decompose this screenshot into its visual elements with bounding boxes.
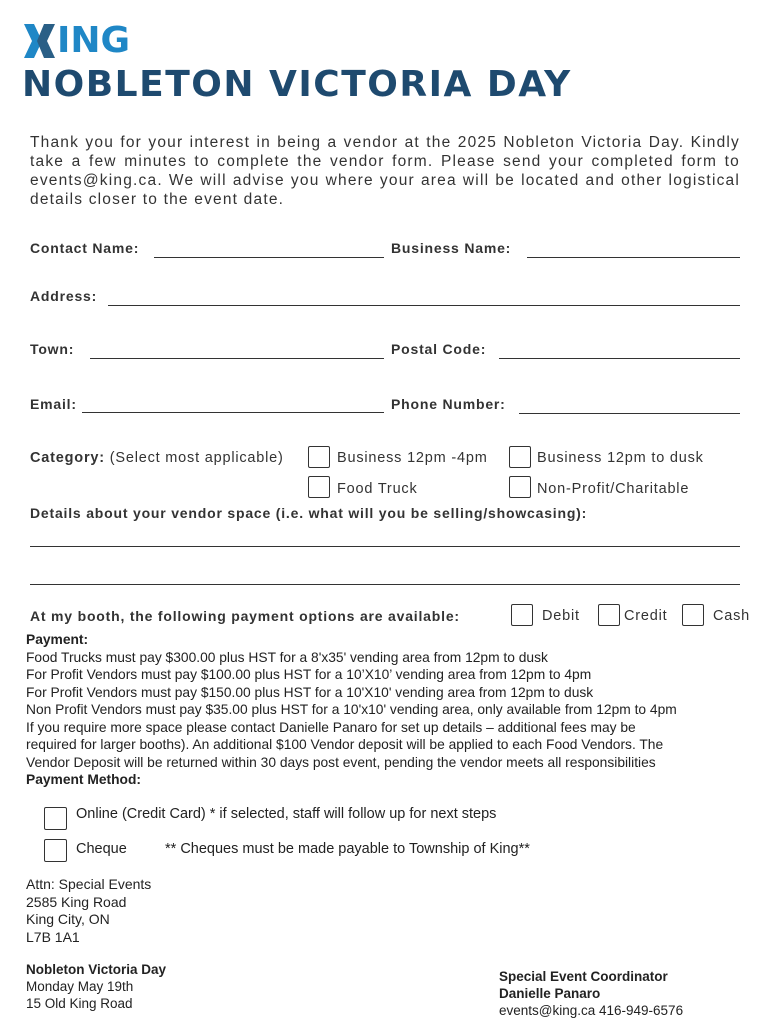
phone-number-field[interactable] xyxy=(519,413,740,414)
details-line-2[interactable] xyxy=(30,584,740,585)
option-credit: Credit xyxy=(624,608,668,624)
category-label-group xyxy=(30,450,284,466)
payment-line: required for larger booths). An additional $100 Vendor deposit will be applied to each Food Vendors. The xyxy=(26,737,664,752)
payment-line: Non Profit Vendors must pay $35.00 plus HST for a 10'x10' vending area, only available from 12pm to 4pm xyxy=(26,702,677,717)
checkbox-business-12-dusk[interactable] xyxy=(509,446,531,468)
checkbox-online[interactable] xyxy=(44,807,67,830)
intro-paragraph: Thank you for your interest in being a vendor at the 2025 Nobleton Victoria Day. Kindly take a few minutes to complete the vendor form. Please send your completed form to events@king.ca. We will advise you where your area will be located and other logistical details closer to the event date. xyxy=(30,134,740,208)
checkbox-non-profit[interactable] xyxy=(509,476,531,498)
business-name-field[interactable] xyxy=(527,257,740,258)
cheque-note: ** Cheques must be made payable to Township of King** xyxy=(165,841,530,857)
town-field[interactable] xyxy=(90,358,384,359)
checkbox-business-12-4[interactable] xyxy=(308,446,330,468)
details-line-1[interactable] xyxy=(30,546,740,547)
payment-line: For Profit Vendors must pay $150.00 plus HST for a 10'X10' vending area from 12pm to dusk xyxy=(26,684,594,700)
option-food-truck: Food Truck xyxy=(337,481,418,497)
checkbox-cash[interactable] xyxy=(682,604,704,626)
email-label: Email: xyxy=(30,396,77,412)
details-label: Details about your vendor space (i.e. what will you be selling/showcasing): xyxy=(30,505,588,521)
event-date: Monday May 19th xyxy=(26,979,134,994)
address-line: King City, ON xyxy=(26,911,110,927)
coordinator-info xyxy=(499,968,683,1019)
address-label: Address: xyxy=(30,288,98,304)
coordinator-name: Danielle Panaro xyxy=(499,986,601,1001)
payment-info xyxy=(26,631,746,789)
checkbox-cheque[interactable] xyxy=(44,839,67,862)
king-logo-x-icon xyxy=(22,22,58,60)
payment-line: Vendor Deposit will be returned within 30 days post event, pending the vendor meets all responsibilities xyxy=(26,754,656,770)
payment-method-heading: Payment Method: xyxy=(26,772,141,787)
category-label: Category: xyxy=(30,450,105,466)
option-cash: Cash xyxy=(713,608,751,624)
mailing-address xyxy=(26,876,151,946)
contact-name-label: Contact Name: xyxy=(30,240,140,256)
business-name-label: Business Name: xyxy=(391,240,512,256)
event-name: Nobleton Victoria Day xyxy=(26,962,167,977)
option-cheque: Cheque xyxy=(76,841,127,857)
checkbox-food-truck[interactable] xyxy=(308,476,330,498)
payment-line: If you require more space please contact Danielle Panaro for set up details – additional fees may be xyxy=(26,719,636,735)
booth-payment-label: At my booth, the following payment options are available: xyxy=(30,608,460,624)
address-line: Attn: Special Events xyxy=(26,876,152,892)
category-note: (Select most applicable) xyxy=(109,450,284,466)
option-non-profit: Non-Profit/Charitable xyxy=(537,481,690,497)
checkbox-debit[interactable] xyxy=(511,604,533,626)
postal-code-field[interactable] xyxy=(499,358,740,359)
address-line: 2585 King Road xyxy=(26,893,127,910)
town-label: Town: xyxy=(30,341,75,357)
page-title: NOBLETON VICTORIA DAY xyxy=(22,64,572,105)
address-field[interactable] xyxy=(108,305,740,306)
coordinator-contact: events@king.ca 416-949-6576 xyxy=(499,1003,684,1018)
payment-line: Food Trucks must pay $300.00 plus HST for a 8'x35' vending area from 12pm to dusk xyxy=(26,649,548,665)
option-online: Online (Credit Card) * if selected, staff will follow up for next steps xyxy=(76,806,497,822)
event-footer xyxy=(26,961,166,1012)
email-field[interactable] xyxy=(82,412,384,413)
payment-heading: Payment: xyxy=(26,632,89,647)
logo-text: ING xyxy=(57,20,131,61)
option-business-12-dusk: Business 12pm to dusk xyxy=(537,450,704,466)
payment-line: For Profit Vendors must pay $100.00 plus HST for a 10’X10’ vending area from 12pm to 4pm xyxy=(26,667,592,682)
checkbox-credit[interactable] xyxy=(598,604,620,626)
postal-code-label: Postal Code: xyxy=(391,341,487,357)
address-line: L7B 1A1 xyxy=(26,928,80,945)
contact-name-field[interactable] xyxy=(154,257,384,258)
phone-number-label: Phone Number: xyxy=(391,396,506,412)
king-logo xyxy=(22,22,130,60)
option-business-12-4: Business 12pm -4pm xyxy=(337,450,488,466)
coordinator-title: Special Event Coordinator xyxy=(499,969,668,984)
option-debit: Debit xyxy=(542,608,580,624)
event-location: 15 Old King Road xyxy=(26,996,133,1011)
